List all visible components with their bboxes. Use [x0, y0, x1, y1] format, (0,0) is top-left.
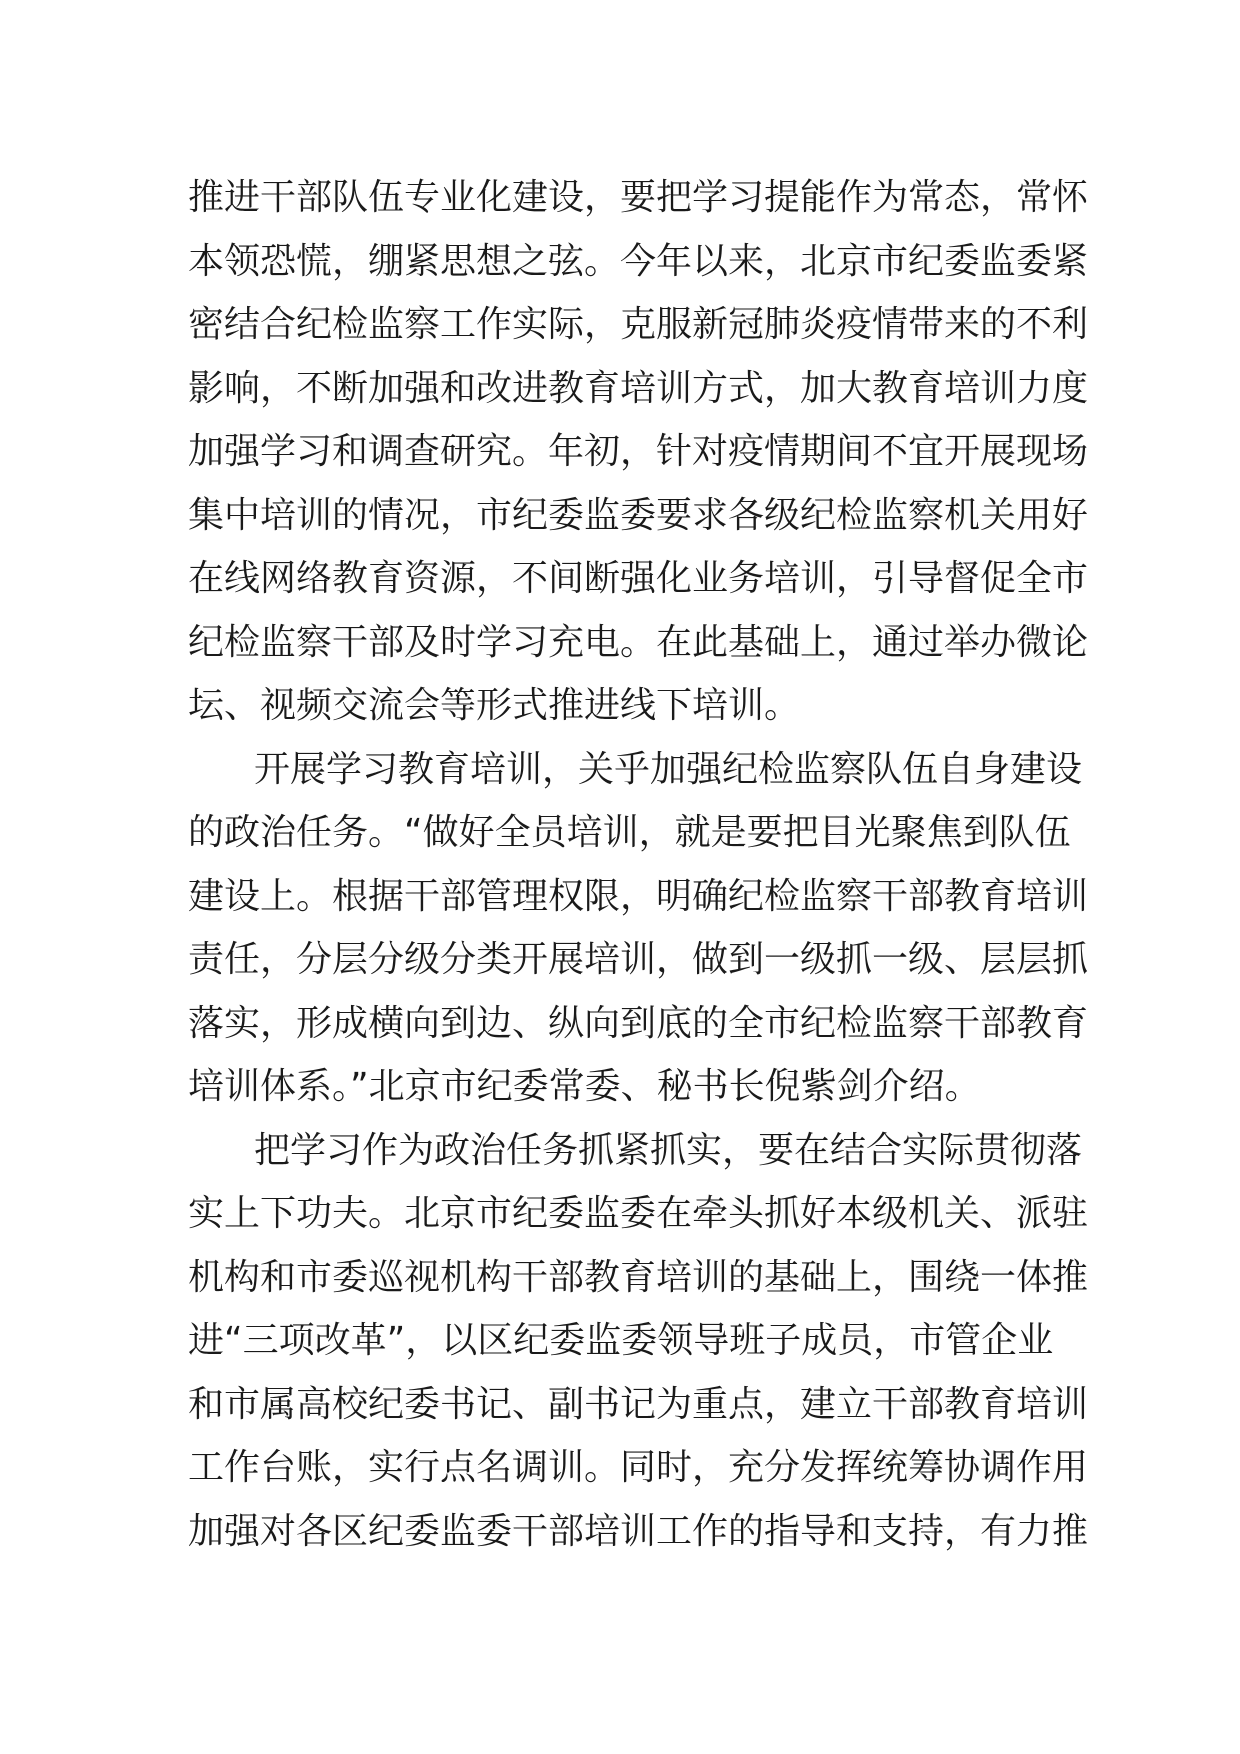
text-line: 建设上。根据干部管理权限，明确纪检监察干部教育培训: [188, 875, 1089, 917]
text-line: 落实，形成横向到边、纵向到底的全市纪检监察干部教育: [188, 1002, 1089, 1044]
text-line: 密结合纪检监察工作实际，克服新冠肺炎疫情带来的不利: [188, 304, 1089, 345]
text-line: 责任，分层分级分类开展培训，做到一级抓一级、层层抓: [188, 939, 1089, 980]
text-line: 进“三项改革”，以区纪委监委领导班子成员，市管企业: [188, 1320, 1054, 1361]
text-line: 的政治任务。“做好全员培训，就是要把目光聚焦到队伍: [188, 812, 1071, 853]
text-line: 推进干部队伍专业化建设，要把学习提能作为常态，常怀: [188, 177, 1089, 218]
text-line: 本领恐慌，绷紧思想之弦。今年以来，北京市纪委监委紧: [188, 240, 1089, 282]
paragraph-first-line: 把学习作为政治任务抓紧抓实，要在结合实际贯彻落: [254, 1129, 1083, 1171]
text-line: 集中培训的情况，市纪委监委要求各级纪检监察机关用好: [188, 494, 1089, 536]
text-line: 纪检监察干部及时学习充电。在此基础上，通过举办微论: [188, 621, 1089, 663]
document-body: [188, 166, 1089, 1563]
text-line: 加强对各区纪委监委干部培训工作的指导和支持，有力推: [188, 1510, 1089, 1552]
text-line: 和市属高校纪委书记、副书记为重点，建立干部教育培训: [188, 1383, 1089, 1425]
paragraph-first-line: 开展学习教育培训，关乎加强纪检监察队伍自身建设: [254, 748, 1083, 790]
text-line: 机构和市委巡视机构干部教育培训的基础上，围绕一体推: [188, 1256, 1089, 1298]
text-line: 在线网络教育资源，不间断强化业务培训，引导督促全市: [188, 558, 1089, 599]
text-line: 影响，不断加强和改进教育培训方式，加大教育培训力度: [188, 367, 1089, 409]
text-line: 加强学习和调查研究。年初，针对疫情期间不宜开展现场: [188, 431, 1089, 472]
text-line: 工作台账，实行点名调训。同时，充分发挥统筹协调作用: [188, 1447, 1089, 1488]
text-line: 实上下功夫。北京市纪委监委在牵头抓好本级机关、派驻: [188, 1193, 1089, 1234]
text-line: 培训体系。”北京市纪委常委、秘书长倪紫剑介绍。: [188, 1066, 981, 1107]
text-line: 坛、视频交流会等形式推进线下培训。: [188, 685, 801, 726]
